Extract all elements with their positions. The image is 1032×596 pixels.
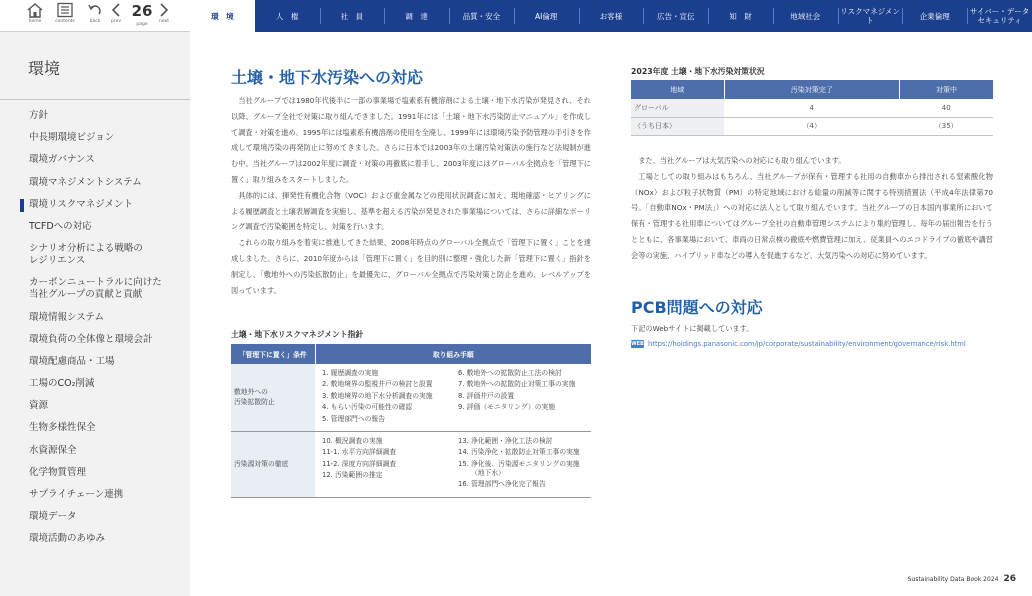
step-item — [322, 369, 453, 378]
step-text: 履歴調査の実施 — [330, 369, 379, 377]
paragraph: 当社グループでは1980年代後半に一部の事業場で塩素系有機溶剤による土壌・地下水汚染が発見され、それ以降、グループ全社で対策に取り組んできました。1991年には「土壌・地下水汚染防止マニュアル」を作成して調査・対策を進め、1995年には塩素系有機溶剤の使用を全廃し、1999年には環境汚染予防管理の手引きを作成して環境汚染の再発防止に努めてきました。さらに日本では2003年の土壌汚染対策法の施行など法規制が進む中、当社グループは2002年度に調査・対策の再徹底に着手し、2003年度にはグローバル全拠点を「管理下に置く」取り組みをスタートしました。 — [231, 96, 591, 184]
step-text: 汚染浄化・拡散防止対策工事の実施 — [470, 448, 580, 457]
step-text: 敷地境界の地下水分析調査の実施 — [330, 391, 433, 400]
status-table — [631, 80, 993, 136]
step-item — [322, 471, 453, 480]
step-number: 9. — [458, 403, 467, 412]
sidebar-item[interactable]: 水資源保全 — [29, 444, 77, 456]
step-item — [458, 460, 589, 478]
step-text: 深度方向詳細調査 — [341, 459, 397, 468]
current-page-number: 26 — [131, 2, 153, 20]
table-header: 汚染対策完了 — [724, 80, 899, 99]
sidebar-divider — [0, 99, 190, 100]
footer-page-number: 26 — [1003, 574, 1016, 584]
step-text: 浄化範囲・浄化工法の検討 — [470, 436, 553, 445]
paragraph: 具体的には、揮発性有機化合物（VOC）および重金属などの使用状況調査に加え、現地確認・ヒアリングによる履歴調査と土壌表層調査を実施し、基準を超える汚染が発見された事業場については、さらに詳細なボーリング調査で汚染範囲を特定し、対策を行います。 — [231, 190, 591, 232]
home-button[interactable] — [22, 2, 48, 30]
step-text: 管理部門への報告 — [330, 414, 386, 423]
step-item — [322, 380, 453, 389]
step-number: 14. — [458, 448, 471, 457]
step-text: 評価井戸の設置 — [466, 391, 515, 400]
sidebar-item[interactable]: カーボンニュートラルに向けた 当社グループの貢献と貢献 — [29, 277, 162, 301]
contents-button[interactable] — [52, 2, 78, 30]
step-item — [322, 415, 453, 424]
tab-ai-ethics[interactable]: AI倫理 — [514, 0, 579, 32]
step-number: 12. — [322, 471, 335, 480]
table-header: 対策中 — [899, 80, 993, 99]
step-item — [458, 380, 589, 389]
sidebar-item[interactable]: TCFDへの対応 — [29, 220, 92, 232]
step-text: 敷地境界の監視井戸の検討と設置 — [330, 380, 433, 389]
contents-icon — [56, 2, 74, 18]
risk-table-title: 土壌・地下水リスクマネジメント指針 — [231, 330, 364, 339]
back-label: back — [89, 19, 101, 24]
step-item — [322, 460, 453, 469]
step-number: 4. — [322, 403, 331, 412]
step-item — [458, 480, 589, 489]
steps-cell — [315, 431, 591, 497]
tab-quality-safety[interactable]: 品質・安全 — [449, 0, 514, 32]
pcb-url[interactable]: https://holdings.panasonic.com/jp/corporate/sustainability/environment/governance/risk.html — [648, 340, 966, 348]
step-number: 8. — [458, 391, 467, 400]
step-number: 11-1. — [322, 448, 342, 457]
steps-column — [453, 369, 589, 426]
tab-employees[interactable]: 社 員 — [320, 0, 385, 32]
home-label: home — [28, 19, 42, 24]
paragraph: 工場としての取り組みはもちろん、当社グループが保有・管理する社用の自動車から排出される窒素酸化物（NOx）および粒子状物質（PM）の特定地域における総量の削減等に関する特別措置法（平成4年法律第70号。「自動車NOx・PM法」）への対応に法人として取り組んでいます。当社グループの日本国内事業所において保有・管理する社用車についてはグループ全社の自動車管理システムにより集約管理し、毎年の届出報告を行うとともに、各事業場において、車両の日常点検の徹底や燃費管理に加え、従業員へのエコドライブの徹底や講習会等の実施、ハイブリッド車などの導入を促進するなど、大気汚染への対応に努めています。 — [631, 171, 993, 260]
next-page-button[interactable] — [154, 2, 174, 30]
sidebar-item[interactable]: 環境マネジメントシステム — [29, 176, 142, 188]
table-row — [631, 99, 993, 117]
tab-intellectual-property[interactable]: 知 財 — [708, 0, 773, 32]
risk-management-table — [231, 344, 591, 498]
tab-community[interactable]: 地域社会 — [773, 0, 838, 32]
table-cell: 40 — [899, 99, 993, 117]
sidebar-menu — [0, 110, 190, 556]
tab-procurement[interactable]: 調 達 — [384, 0, 449, 32]
tab-environment[interactable]: 環 境 — [190, 0, 255, 32]
tab-customers[interactable]: お客様 — [579, 0, 644, 32]
step-text: 浄化後、汚染源モニタリングの実施（地下水） — [470, 459, 580, 477]
step-number: 16. — [458, 480, 471, 489]
chevron-left-icon — [109, 2, 123, 18]
paragraph: これらの取り組みを着実に推進してきた結果、2008年時点のグローバル全拠点で「管理下に置く」ことを達成しました。さらに、2010年度からは「管理下に置く」を目的別に整理・強化した新「管理下に置く」指針を制定し、「敷地外への汚染拡散防止」を最優先に、グローバル全拠点で汚染対策と防止を進め、レベルアップを図っています。 — [231, 238, 591, 295]
tab-advertising[interactable]: 広告・宣伝 — [643, 0, 708, 32]
sidebar-title: 環境 — [28, 59, 61, 78]
step-number: 7. — [458, 380, 467, 389]
sidebar-item[interactable]: 工場のCO₂削減 — [29, 378, 95, 390]
page-label: page — [136, 22, 148, 27]
sidebar-item[interactable]: 環境データ — [29, 511, 77, 523]
paragraph: また、当社グループは大気汚染への対応にも取り組んでいます。 — [638, 156, 846, 165]
main-content — [190, 32, 1032, 596]
sidebar-item[interactable]: 環境リスクマネジメント — [0, 199, 190, 211]
sidebar-item[interactable]: 化学物質管理 — [29, 466, 87, 478]
step-number: 1. — [322, 369, 331, 377]
step-text: 敷地外への拡散防止対策工事の実施 — [466, 380, 576, 389]
step-text: 評価（モニタリング）の実施 — [466, 403, 556, 412]
sidebar-item[interactable]: 資源 — [29, 400, 49, 412]
back-button[interactable] — [82, 2, 108, 30]
sidebar-item[interactable]: 生物多様性保全 — [29, 422, 96, 434]
table-cell: （うち日本） — [631, 117, 724, 135]
step-text: 敷地外への拡散防止工法の検討 — [466, 369, 562, 377]
step-number: 5. — [322, 414, 331, 423]
tab-risk-management[interactable]: リスクマネジメント — [838, 0, 903, 32]
step-item — [458, 448, 589, 457]
step-number: 2. — [322, 380, 331, 389]
pcb-section-title: PCB問題への対応 — [631, 298, 763, 317]
tab-cyber-security[interactable]: サイバー・データ セキュリティ — [967, 0, 1032, 32]
step-item — [322, 437, 453, 446]
table-cell: （35） — [899, 117, 993, 135]
sidebar-item[interactable]: 環境配慮商品・工場 — [29, 355, 115, 367]
air-pollution-body — [631, 153, 993, 264]
table-cell: 4 — [724, 99, 899, 117]
table-cell: （4） — [724, 117, 899, 135]
next-label: next — [159, 19, 169, 24]
steps-cell — [315, 364, 591, 431]
step-item — [322, 392, 453, 401]
prev-label: prev — [110, 19, 122, 24]
steps-column — [453, 437, 589, 492]
table-cell: グローバル — [631, 99, 724, 117]
step-text: 水平方向詳細調査 — [341, 448, 397, 457]
sidebar-item[interactable]: 環境ガバナンス — [29, 154, 95, 166]
step-number: 6. — [458, 369, 467, 377]
sidebar-item[interactable]: 環境活動のあゆみ — [29, 533, 106, 545]
category-tabs — [190, 0, 1032, 32]
tab-corporate-ethics[interactable]: 企業倫理 — [902, 0, 967, 32]
top-bar — [0, 0, 1032, 32]
step-text: 汚染範囲の推定 — [334, 471, 383, 480]
table-row — [631, 117, 993, 135]
sidebar-item[interactable]: シナリオ分析による戦略の レジリエンス — [29, 243, 143, 267]
table-header: 「管理下に置く」条件 — [231, 344, 315, 364]
step-text: 管理部門へ浄化完了報告 — [470, 480, 546, 489]
pcb-web-link[interactable] — [631, 340, 966, 348]
table-header: 地域 — [631, 80, 724, 99]
step-item — [458, 403, 589, 412]
footer — [908, 574, 1016, 584]
steps-column — [317, 437, 453, 492]
sidebar-item[interactable]: サプライチェーン連携 — [29, 489, 124, 500]
section-body — [231, 93, 591, 298]
condition-cell: 汚染源対策の徹底 — [231, 431, 315, 497]
section-title: 土壌・地下水汚染への対応 — [231, 68, 424, 87]
sidebar-item[interactable]: 方針 — [29, 110, 49, 121]
step-item — [458, 369, 589, 378]
sidebar-item[interactable]: 環境情報システム — [29, 311, 105, 323]
step-text: 概況調査の実施 — [334, 436, 383, 445]
table-header: 取り組み手順 — [315, 344, 591, 364]
condition-cell: 敷地外への 汚染拡散防止 — [231, 364, 315, 431]
footer-book-title: Sustainability Data Book 2024 — [907, 576, 999, 583]
step-item — [458, 392, 589, 401]
page-navigation — [0, 0, 190, 32]
step-item — [322, 403, 453, 412]
status-table-title: 2023年度 土壌・地下水汚染対策状況 — [631, 67, 765, 76]
sidebar — [0, 32, 190, 596]
step-number: 3. — [322, 391, 331, 400]
steps-column — [317, 369, 453, 426]
chevron-right-icon — [157, 2, 171, 18]
contents-label: contents — [55, 19, 75, 24]
sidebar-item[interactable]: 中長期環境ビジョン — [29, 132, 115, 144]
pcb-text: 下記のWebサイトに掲載しています。 — [631, 324, 754, 333]
step-item — [322, 448, 453, 457]
sidebar-item[interactable]: 環境負荷の全体像と環境会計 — [29, 333, 153, 345]
web-icon: WEB — [631, 341, 644, 347]
home-icon — [26, 2, 44, 18]
step-number: 13. — [458, 436, 471, 445]
table-row — [231, 431, 591, 497]
back-arrow-icon — [86, 2, 104, 18]
prev-page-button[interactable] — [106, 2, 126, 30]
tab-human-rights[interactable]: 人 権 — [275, 11, 299, 21]
step-item — [458, 437, 589, 446]
step-number: 11-2. — [322, 459, 342, 468]
table-row — [231, 364, 591, 431]
step-number: 15. — [458, 459, 471, 468]
step-number: 10. — [322, 436, 335, 445]
step-text: もらい汚染の可能性の確認 — [330, 403, 413, 412]
